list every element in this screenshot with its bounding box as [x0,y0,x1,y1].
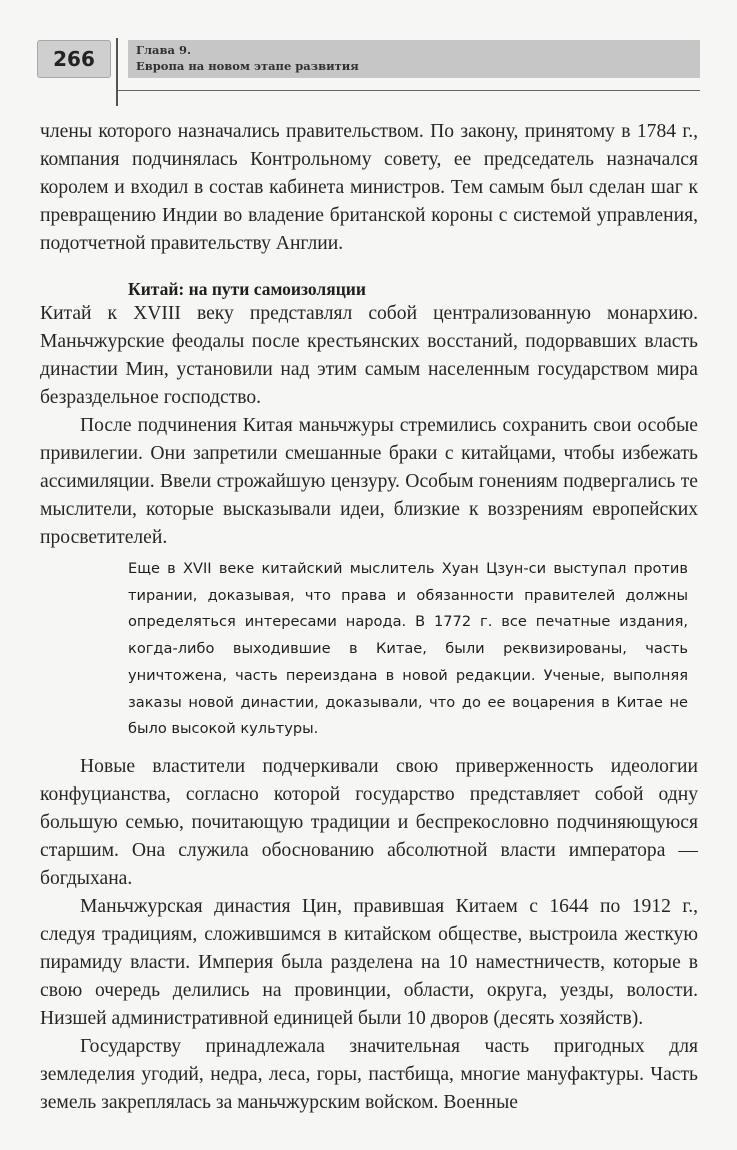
paragraph: После подчинения Китая маньчжуры стремились сохранить свои особые привилегии. Они запретили смешанные браки с китайцами, чтобы избежать ассимиляции. Ввели строжайшую цензуру. Особым гонениям подвергались те мыслители, которые высказывали идеи, близкие к воззрениям европейских просветителей. [40,415,698,548]
chapter-label: Глава 9. [136,43,191,57]
section-heading: Китай: на пути самоизоляции [128,279,366,299]
paragraph-continued: члены которого назначались правительством. По закону, принятому в 1784 г., компания подчинялась Контрольному совету, ее председатель назначался королем и входил в состав кабинета министров. Тем самым был сделан шаг к превращению Индии во владение британской короны с системой управления, подотчетной правительству Англии. [40,121,698,254]
paragraph: Китай к XVIII веку представлял собой централизованную монархию. Маньчжурские феодалы после крестьянских восстаний, подорвавших власть династии Мин, установили над этим самым населенным государством мира безраздельное господство. [40,303,698,408]
paragraph: Новые властители подчеркивали свою приверженность идеологии конфуцианства, согласно которой государство представляет собой одну большую семью, почитающую традиции и беспрекословно подчиняющуюся старшим. Она служила обоснованию абсолютной власти императора — богдыхана. [40,755,698,889]
page-content [40,118,698,1117]
paragraph: Маньчжурская династия Цин, правившая Китаем с 1644 по 1912 г., следуя традициям, сложившимся в китайском обществе, выстроила жесткую пирамиду власти. Империя была разделена на 10 наместничеств, которые в свою очередь делились на провинции, области, округа, уезды, волости. Низшей административной единицей были 10 дворов (десять хозяйств). [40,895,698,1029]
chapter-title: Европа на новом этапе развития [136,59,359,73]
paragraph: Государству принадлежала значительная часть пригодных для земледелия угодий, недра, леса, горы, пастбища, многие мануфактуры. Часть земель закреплялась за маньчжурским войском. Военные [40,1035,698,1113]
header-divider-vertical [116,38,118,106]
page-number: 266 [37,40,111,78]
sidebar-insert: Еще в XVII веке китайский мыслитель Хуан Цзун-си выступал против тирании, доказывая, что права и обязанности правителей должны определяться интересами народа. В 1772 г. все печатные издания, когда-либо выходившие в Китае, были реквизированы, часть уничтожена, часть переиздана в новой редакции. Ученые, выполняя заказы новой династии, доказывали, что до ее воцарения в Китае не было высокой культуры. [128,560,688,738]
header-divider-horizontal [118,90,700,91]
chapter-header-band [128,40,700,78]
page-header [0,0,737,110]
